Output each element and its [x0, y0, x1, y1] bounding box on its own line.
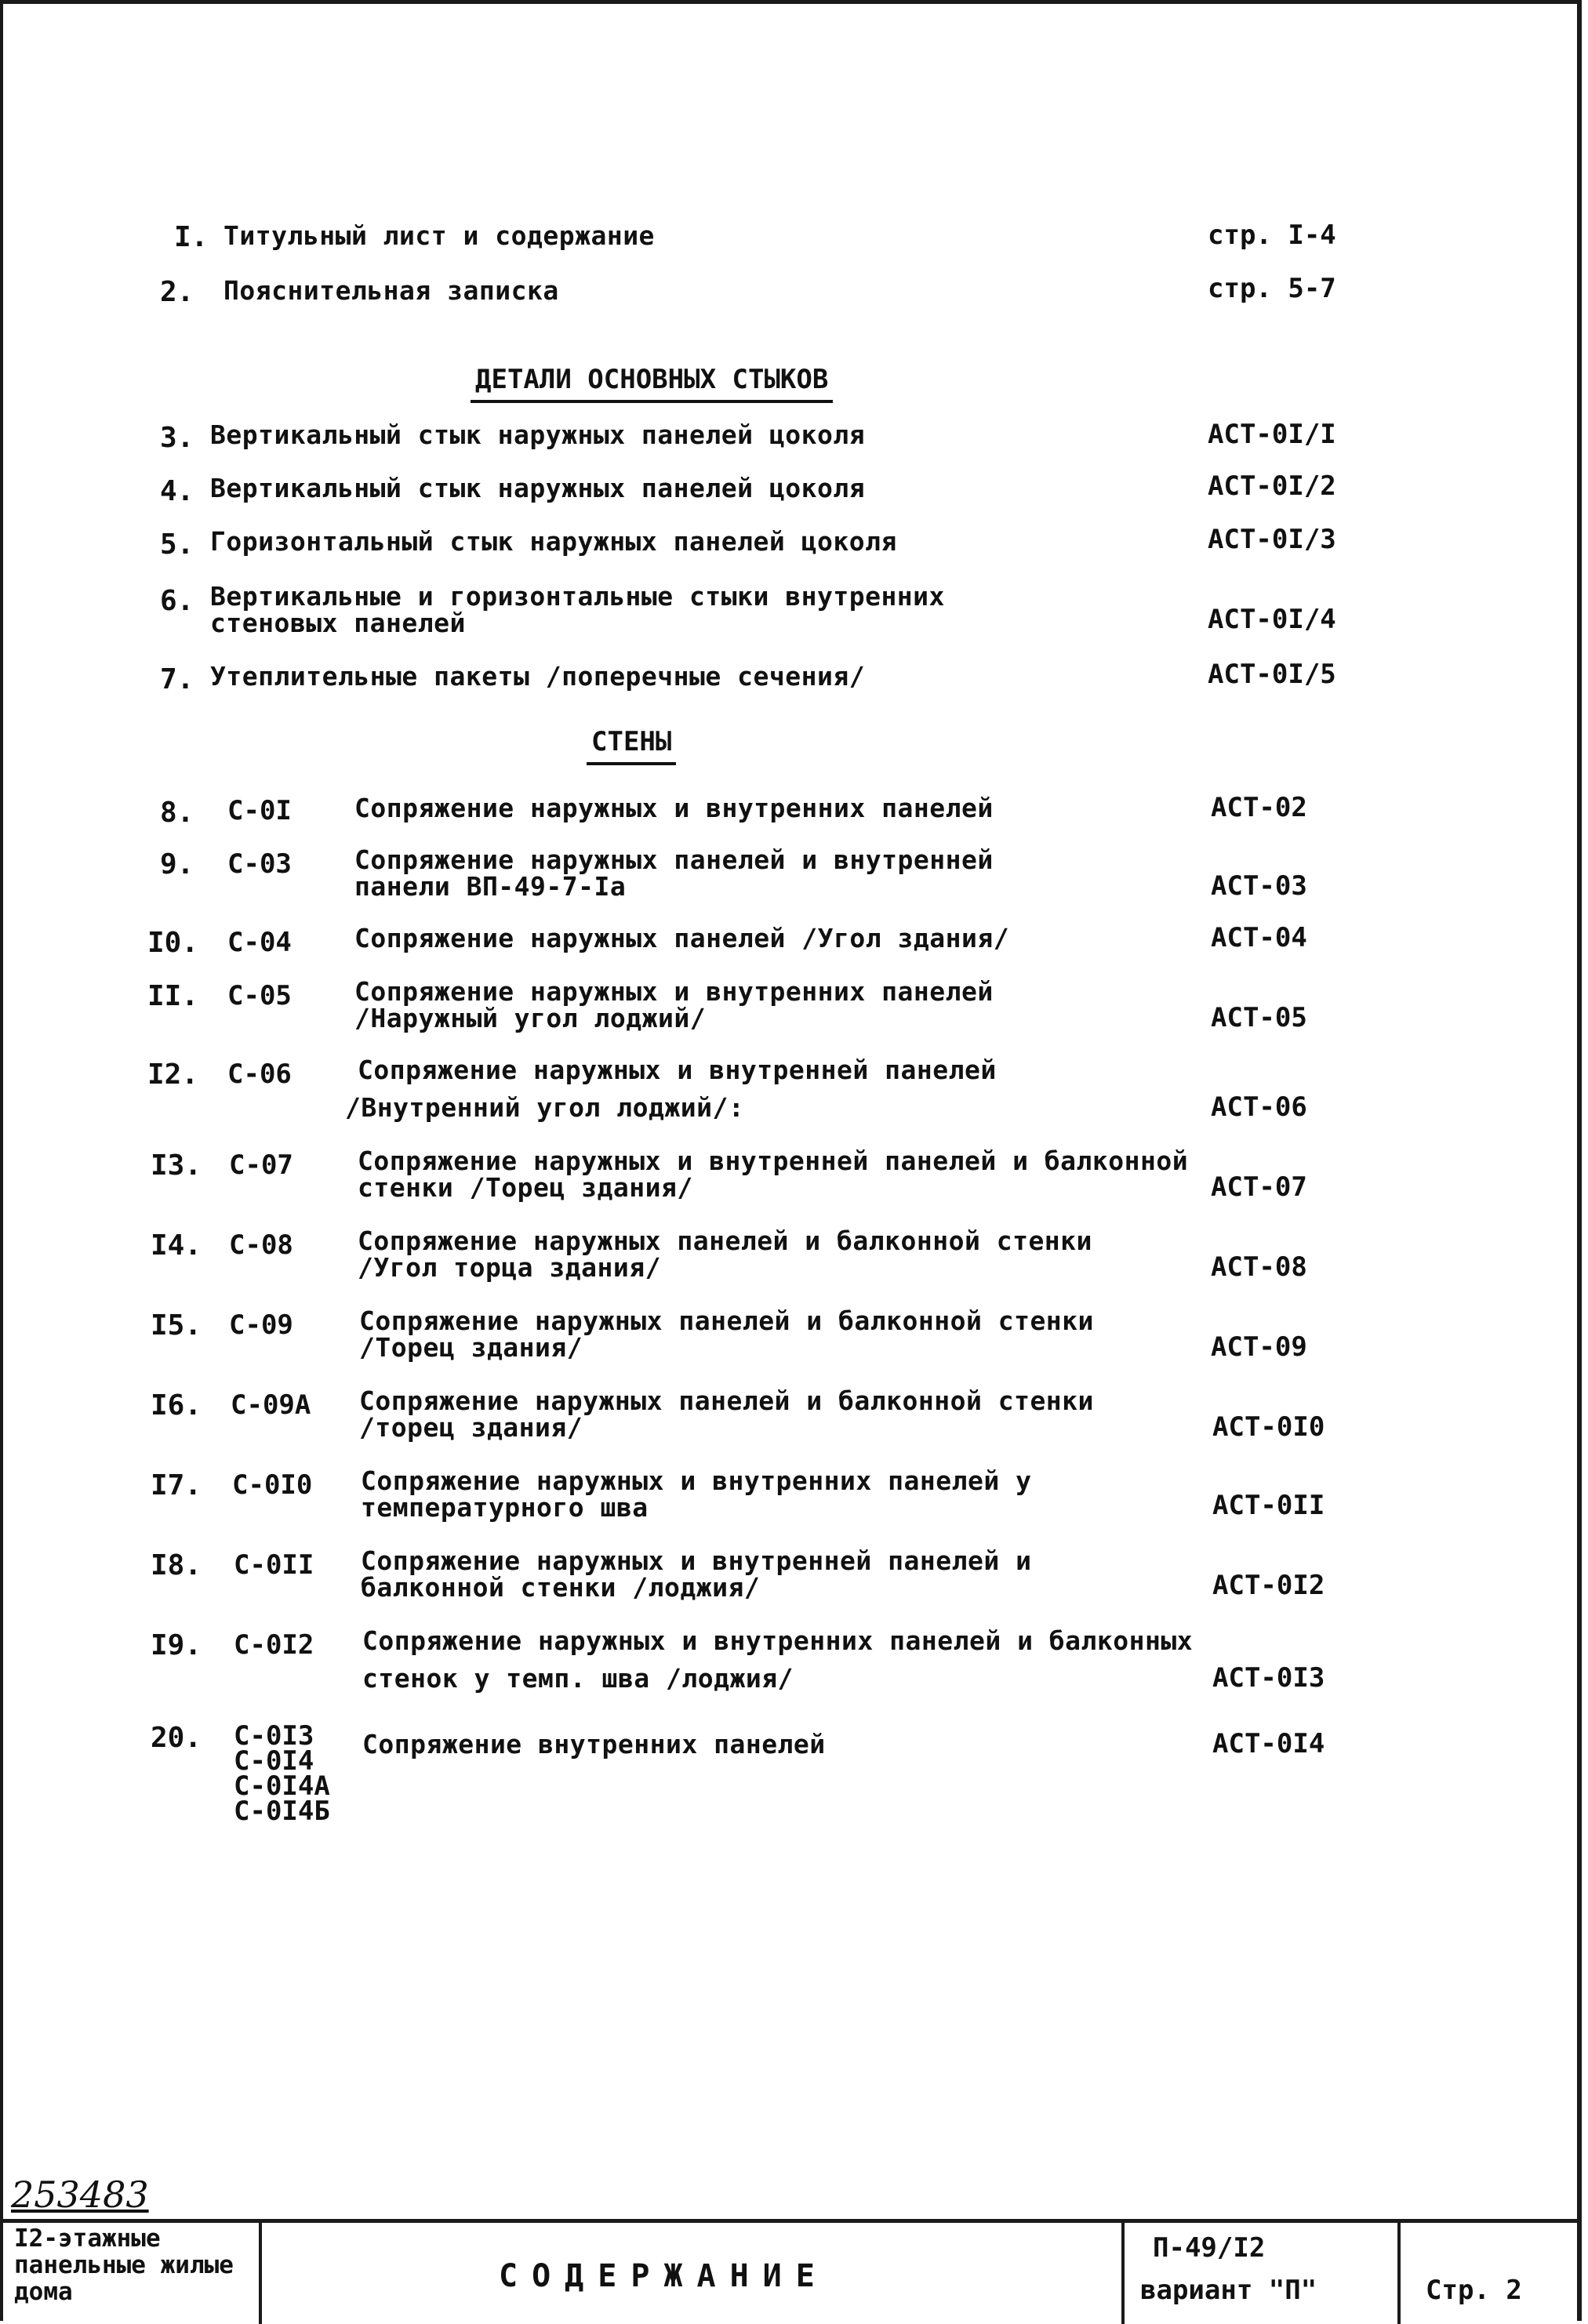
- entry-number: 4.: [160, 475, 194, 507]
- entry-code: С-03: [227, 848, 292, 880]
- entry-number: I9.: [151, 1629, 202, 1661]
- entry-number: 8.: [160, 797, 194, 829]
- title-block-divider: [1121, 2219, 1125, 2324]
- entry-text-cont: /Наружный угол лоджий/: [354, 1003, 707, 1033]
- entry-number: I7.: [151, 1469, 202, 1502]
- entry-ref: АСТ-05: [1211, 1002, 1307, 1033]
- entry-text: Вертикальный стык наружных панелей цоколя: [210, 419, 866, 450]
- entry-number: I3.: [151, 1149, 202, 1182]
- entry-ref: АСТ-0I/5: [1208, 659, 1336, 690]
- entry-number: II.: [147, 980, 199, 1012]
- entry-text: Сопряжение наружных панелей и балконной стенки: [358, 1226, 1092, 1256]
- entry-ref: АСТ-02: [1211, 792, 1307, 823]
- entry-ref: АСТ-0II: [1212, 1490, 1325, 1521]
- entry-text: Сопряжение наружных и внутренних панелей и балконных: [362, 1625, 1194, 1656]
- entry-number: I.: [174, 221, 209, 253]
- entry-text: Вертикальные и горизонтальные стыки внутренних: [210, 581, 945, 612]
- entry-text-cont: /торец здания/: [359, 1412, 583, 1443]
- stamp-document-title: СОДЕРЖАНИЕ: [499, 2258, 829, 2294]
- entry-ref: АСТ-06: [1211, 1091, 1307, 1123]
- stamp-page-number: Стр. 2: [1426, 2275, 1522, 2306]
- entry-code: С-0II: [234, 1549, 314, 1581]
- entry-ref: АСТ-0I/2: [1208, 470, 1336, 502]
- entry-code: С-0I4Б: [234, 1796, 330, 1827]
- entry-number: 2.: [160, 276, 194, 308]
- stamp-series: П-49/I2: [1153, 2232, 1266, 2264]
- entry-number: 5.: [160, 528, 194, 561]
- entry-code: С-05: [227, 980, 292, 1011]
- entry-code: С-0I: [227, 795, 292, 826]
- entry-text: Сопряжение наружных панелей и внутренней: [354, 844, 994, 875]
- entry-text: Сопряжение наружных и внутренней панелей: [358, 1055, 997, 1085]
- entry-text-cont: стенок у темп. шва /лоджия/: [362, 1663, 794, 1694]
- entry-number: I4.: [151, 1229, 202, 1262]
- entry-number: I6.: [151, 1389, 202, 1422]
- entry-text: Титульный лист и содержание: [223, 220, 655, 251]
- entry-text: Сопряжение наружных и внутренней панелей и: [361, 1545, 1032, 1576]
- entry-ref: АСТ-09: [1211, 1331, 1307, 1363]
- entry-text: Пояснительная записка: [223, 275, 559, 306]
- entry-ref: АСТ-0I/3: [1208, 524, 1336, 555]
- entry-ref: АСТ-0I3: [1212, 1662, 1325, 1694]
- section-heading: ДЕТАЛИ ОСНОВНЫХ СТЫКОВ: [471, 364, 833, 403]
- entry-number: 7.: [160, 663, 194, 695]
- entry-code: С-06: [227, 1059, 292, 1090]
- entry-ref: АСТ-0I0: [1212, 1411, 1325, 1443]
- stamp-building-type: I2-этажные панельные жилые дома: [14, 2224, 234, 2306]
- entry-text: Сопряжение наружных и внутренних панелей у: [361, 1465, 1032, 1496]
- entry-text-cont: балконной стенки /лоджия/: [361, 1572, 761, 1603]
- section-heading: СТЕНЫ: [587, 726, 676, 765]
- entry-code: С-09: [229, 1309, 293, 1341]
- entry-number: 3.: [160, 422, 194, 454]
- entry-text: Горизонтальный стык наружных панелей цоколя: [210, 526, 897, 557]
- entry-number: I8.: [151, 1549, 202, 1581]
- entry-number: 9.: [160, 848, 194, 881]
- entry-ref: стр. 5-7: [1208, 273, 1336, 304]
- entry-number: 20.: [151, 1722, 202, 1754]
- entry-number: I0.: [147, 927, 199, 959]
- entry-number: I5.: [151, 1309, 202, 1342]
- entry-number: I2.: [147, 1059, 199, 1091]
- entry-text-cont: температурного шва: [361, 1492, 649, 1523]
- entry-ref: АСТ-0I2: [1212, 1570, 1325, 1601]
- entry-code: С-08: [229, 1229, 293, 1261]
- entry-ref: АСТ-0I/I: [1208, 419, 1336, 450]
- entry-text: Сопряжение наружных панелей и балконной стенки: [359, 1305, 1094, 1336]
- entry-text-cont: стеновых панелей: [210, 608, 466, 638]
- entry-text-cont: /Торец здания/: [359, 1332, 583, 1363]
- entry-code: С-07: [229, 1149, 293, 1181]
- entry-number: 6.: [160, 585, 194, 617]
- entry-text-cont: /Внутренний угол лоджий/:: [345, 1092, 745, 1123]
- entry-text-cont: /Угол торца здания/: [358, 1252, 661, 1283]
- entry-ref: АСТ-08: [1211, 1251, 1307, 1283]
- entry-text: Сопряжение наружных и внутренней панелей и балконной: [358, 1146, 1189, 1176]
- title-block-divider: [1397, 2219, 1401, 2324]
- entry-text: Сопряжение наружных и внутренних панелей: [354, 793, 994, 823]
- entry-ref: АСТ-0I/4: [1208, 604, 1336, 635]
- entry-code: С-0I4: [234, 1745, 314, 1777]
- entry-text: Сопряжение наружных панелей и балконной стенки: [359, 1385, 1094, 1416]
- entry-text: Утеплительные пакеты /поперечные сечения/: [210, 661, 866, 692]
- entry-text-cont: панели ВП-49-7-Iа: [354, 871, 627, 902]
- entry-code: С-04: [227, 927, 292, 958]
- entry-ref: АСТ-03: [1211, 870, 1307, 902]
- entry-code: С-09А: [231, 1389, 311, 1421]
- entry-text: Сопряжение наружных и внутренних панелей: [354, 976, 994, 1007]
- entry-code: С-0I3: [234, 1720, 314, 1752]
- entry-text: Вертикальный стык наружных панелей цоколя: [210, 473, 866, 503]
- entry-ref: стр. I-4: [1208, 220, 1336, 251]
- inventory-number: 253483: [11, 2173, 149, 2216]
- entry-code: С-0I2: [234, 1629, 314, 1661]
- entry-text: Сопряжение наружных панелей /Угол здания/: [354, 923, 1010, 953]
- entry-code: С-0I0: [232, 1469, 313, 1501]
- entry-text: Сопряжение внутренних панелей: [362, 1729, 826, 1759]
- entry-text-cont: стенки /Торец здания/: [358, 1172, 693, 1203]
- entry-ref: АСТ-0I4: [1212, 1728, 1325, 1759]
- entry-ref: АСТ-07: [1211, 1171, 1307, 1203]
- entry-code: С-0I4А: [234, 1770, 330, 1802]
- entry-ref: АСТ-04: [1211, 922, 1307, 953]
- stamp-variant: вариант "П": [1140, 2275, 1317, 2306]
